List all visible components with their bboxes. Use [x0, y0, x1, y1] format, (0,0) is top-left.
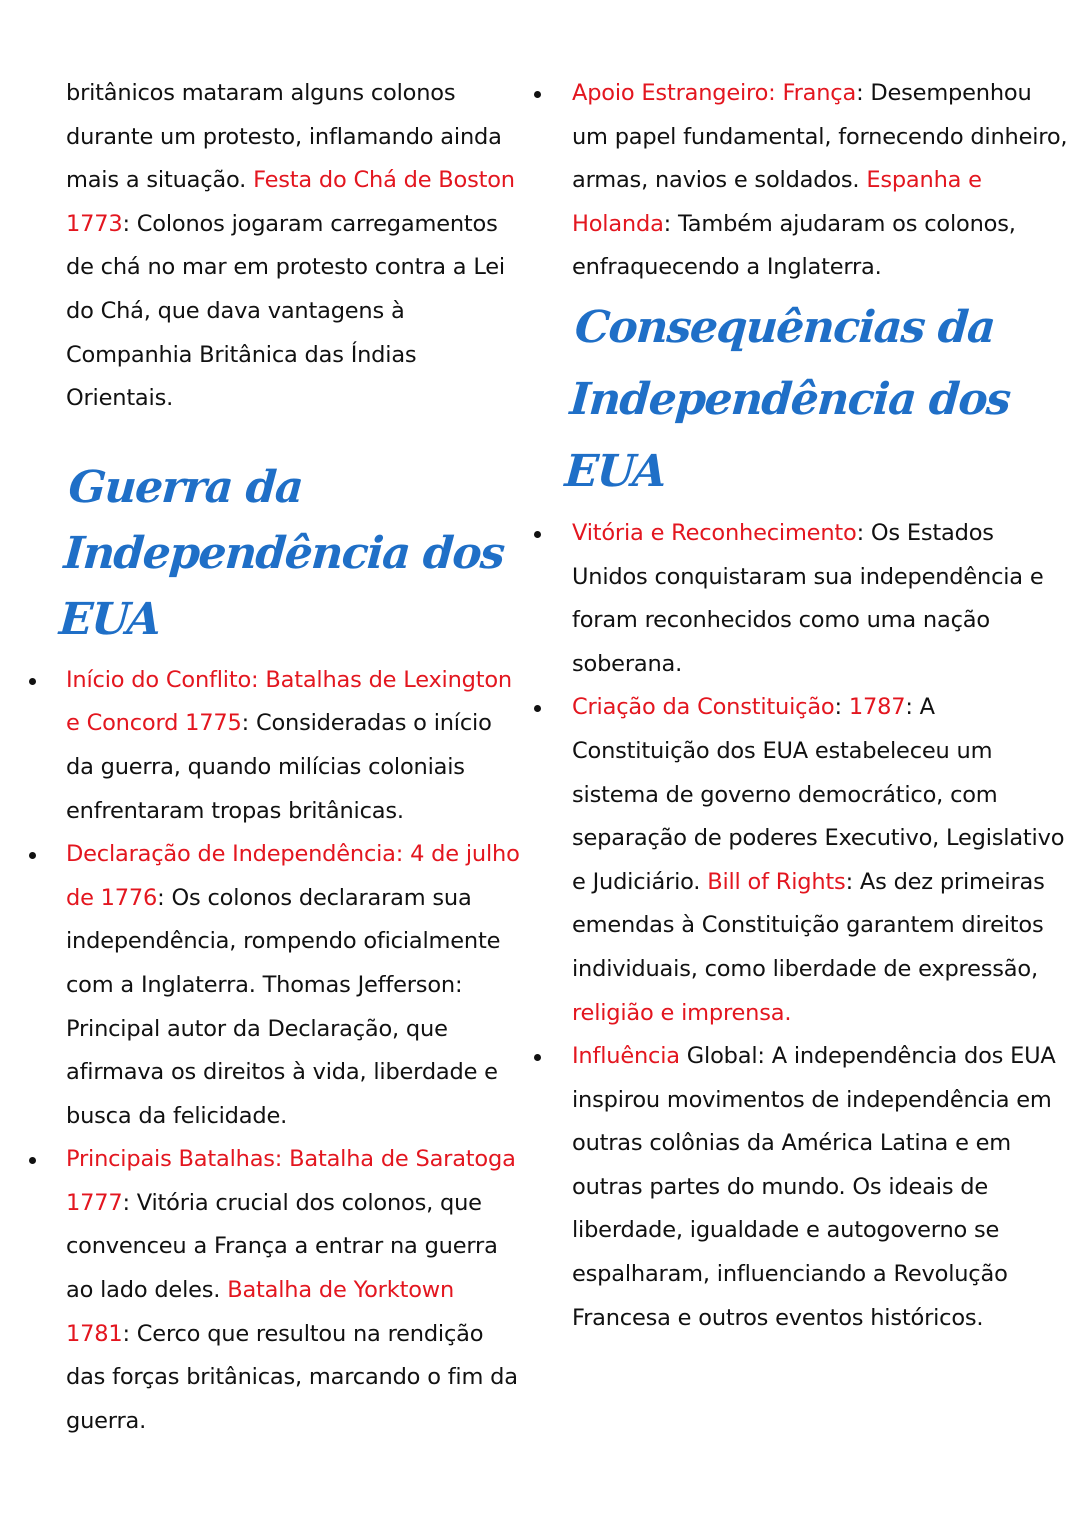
bullet-text: : Consideradas o início da guerra, quando milícias coloniais enfrentaram tropas britânicas. [66, 710, 492, 824]
bullet-text-2: : Cerco que resultou na rendição das forças britânicas, marcando o fim da guerra. [66, 1320, 518, 1434]
bullet-text: : Vitória crucial dos colonos, que convenceu a França a entrar na guerra ao lado deles. [66, 1189, 498, 1304]
bullet-highlight-2: Espanha e Holanda [572, 167, 982, 237]
heading-line-1: Guerra da [66, 461, 304, 513]
section-heading-war [0, 455, 537, 653]
intro-text-2: : Colonos jogaram carregamentos de chá no mar em protesto contra a Lei do Chá, que dava vantagens à Companhia Britânica das Índias Orientais. [66, 210, 505, 412]
bullet-highlight: Principais Batalhas: Batalha de Saratoga 1777 [66, 1146, 516, 1216]
bullet-highlight: Criação da Constituição [572, 694, 835, 721]
bullet-dot-icon [534, 705, 541, 712]
bullet-text: : Desempenhou um papel fundamental, fornecendo dinheiro, armas, navios e soldados. [572, 80, 1068, 194]
bullet-dot-icon [29, 1157, 36, 1164]
heading-line-1: Consequências da [573, 301, 997, 353]
bullet-text-2: : Também ajudaram os colonos, enfraquecendo a Inglaterra. [572, 210, 1016, 281]
bullet-highlight: Influência [572, 1043, 680, 1070]
bullet-highlight: Apoio Estrangeiro: França [572, 80, 857, 106]
bullet-item-conflict-start [0, 659, 530, 833]
bullet-text-3: : As dez primeiras emendas à Constituição garantem direitos individuais, como liberdade de expressão, [572, 868, 1045, 982]
bullet-highlight-2: Batalha de Yorktown 1781 [66, 1277, 455, 1347]
bullet-item-foreign-support [540, 72, 1080, 290]
bullet-item-constitution [540, 686, 1080, 1035]
intro-text: britânicos mataram alguns colonos durante um protesto, inflamando ainda mais a situação. [66, 80, 502, 194]
bullet-text: : [834, 694, 849, 721]
section-heading-consequences [532, 292, 1080, 508]
heading-line-2: Independência dos EUA [57, 527, 506, 645]
left-column [0, 72, 530, 1443]
bullet-item-declaration [0, 833, 530, 1138]
bullet-highlight: Vitória e Reconhecimento [572, 519, 857, 546]
bullet-text: : Os colonos declararam sua independência, rompendo oficialmente com a Inglaterra. Thomas Jefferson: Principal autor da Declaração, que afirmava os direitos à vida, liberdade e busca da felicidade. [66, 884, 501, 1129]
bullet-item-global-influence [540, 1035, 1080, 1340]
bullet-dot-icon [534, 91, 541, 98]
bullet-dot-icon [29, 678, 36, 685]
bullet-text: : Os Estados Unidos conquistaram sua independência e foram reconhecidos como uma nação soberana. [572, 519, 1044, 677]
right-column [540, 72, 1080, 1340]
intro-highlight: Festa do Chá de Boston 1773 [66, 167, 515, 237]
heading-line-2: Independência dos EUA [563, 373, 1012, 497]
bullet-dot-icon [534, 531, 541, 538]
bullet-highlight-3: Bill of Rights [707, 868, 846, 895]
bullet-highlight-4: religião e imprensa. [572, 999, 792, 1026]
bullet-highlight-2: 1787 [848, 694, 906, 721]
bullet-text: Global: A independência dos EUA inspirou movimentos de independência em outras colônias da América Latina e em outras partes do mundo. Os ideais de liberdade, igualdade e autogoverno se espalharam, influenciando a Revolução Francesa e outros eventos históricos. [572, 1043, 1056, 1331]
bullet-text-2: : A Constituição dos EUA estabeleceu um sistema de governo democrático, com separação de poderes Executivo, Legislativo e Judiciário. [572, 694, 1065, 895]
bullet-highlight: Início do Conflito: Batalhas de Lexington e Concord 1775 [66, 666, 512, 737]
bullet-dot-icon [29, 852, 36, 859]
bullet-item-battles [0, 1138, 530, 1443]
intro-paragraph [0, 72, 530, 421]
bullet-dot-icon [534, 1054, 541, 1061]
bullet-item-victory [540, 512, 1080, 686]
bullet-highlight: Declaração de Independência: 4 de julho de 1776 [66, 841, 520, 911]
